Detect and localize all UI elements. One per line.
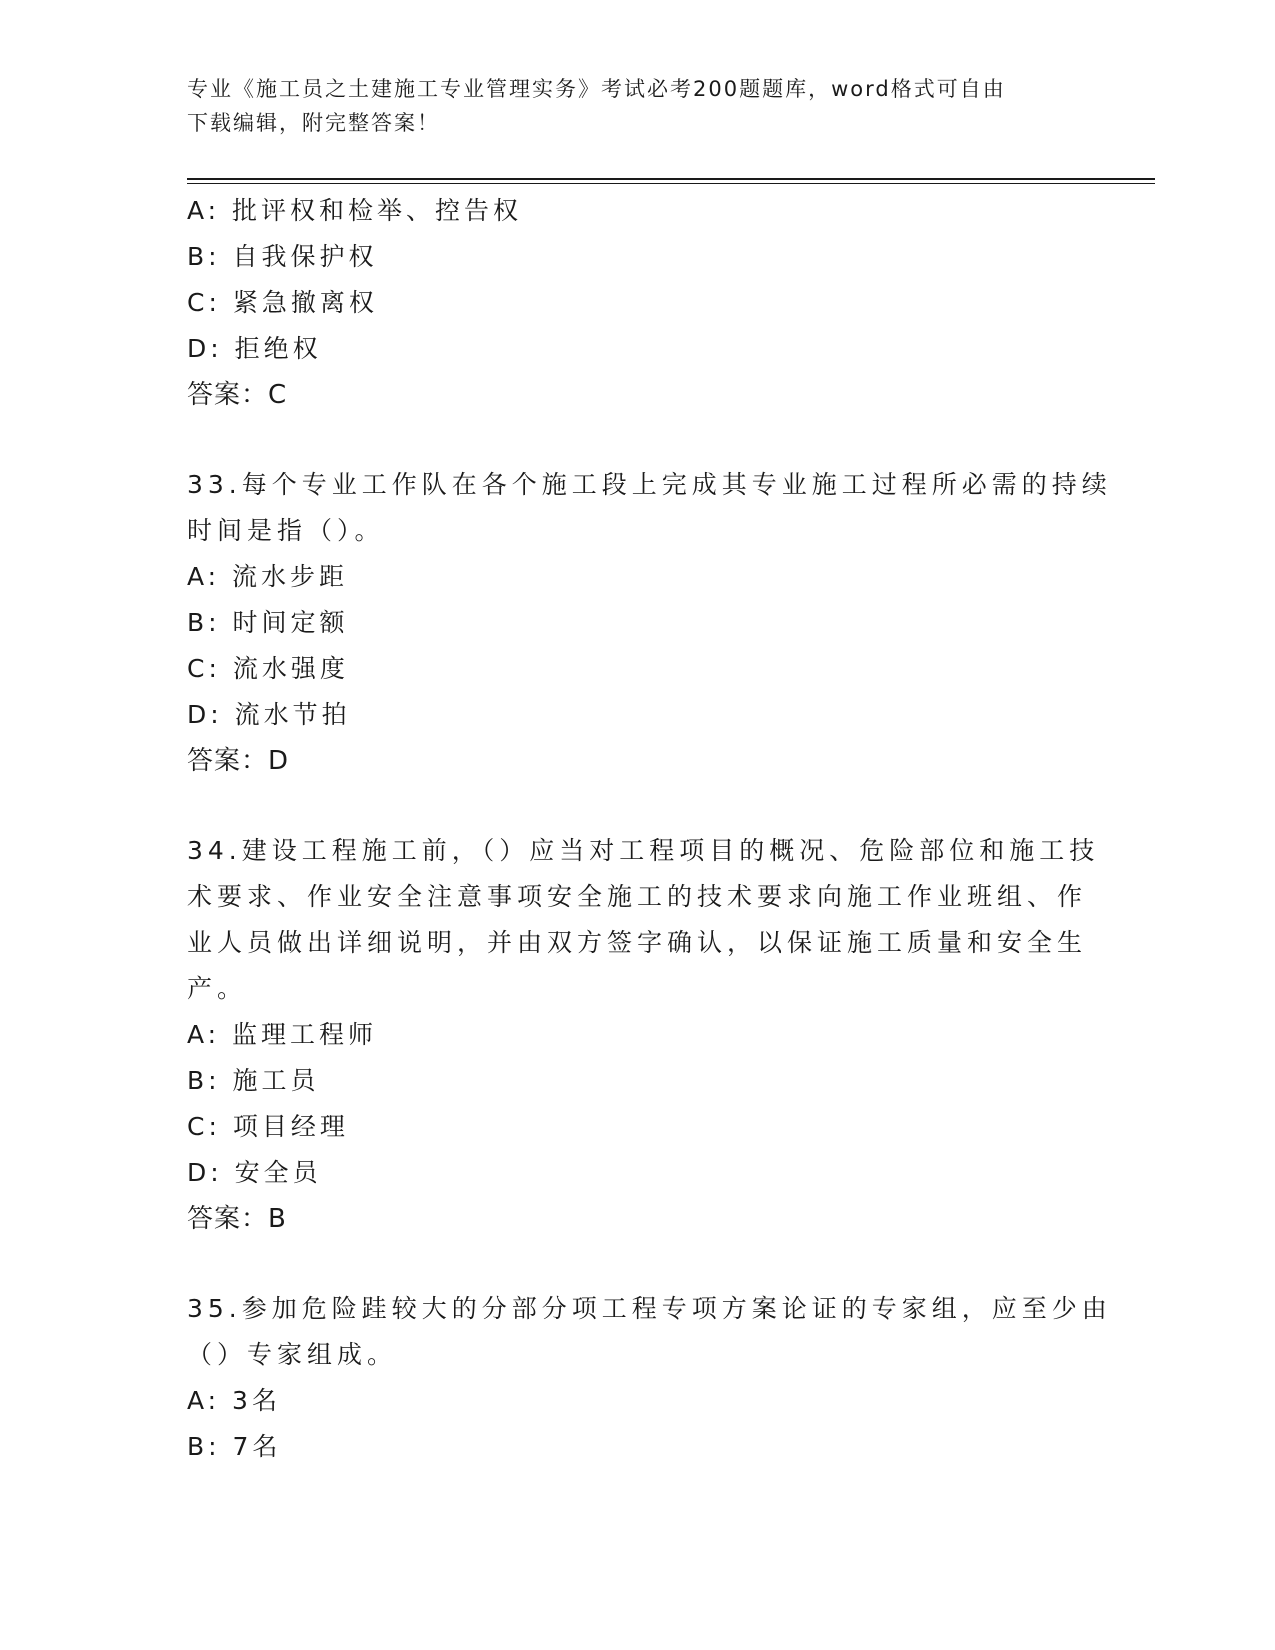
option-b: B: 7名 [187, 1432, 282, 1461]
option-d: D: 安全员 [187, 1158, 322, 1187]
option-c: C: 紧急撤离权 [187, 288, 378, 317]
question-text-line: 35.参加危险跬较大的分部分项工程专项方案论证的专家组，应至少由 [187, 1294, 1112, 1323]
question-text-line: 产。 [187, 974, 248, 1003]
option-a: A: 批评权和检举、控告权 [187, 196, 523, 225]
question-34 [187, 828, 1100, 1242]
question-text-line: 时间是指（）。 [187, 516, 385, 545]
option-b: B: 自我保护权 [187, 242, 378, 271]
option-b: B: 时间定额 [187, 608, 349, 637]
question-list [187, 188, 1112, 1470]
option-a: A: 3名 [187, 1386, 281, 1415]
option-c: C: 流水强度 [187, 654, 349, 683]
option-a: A: 流水步距 [187, 562, 349, 591]
document-header [187, 72, 1087, 140]
question-text-line: （）专家组成。 [187, 1340, 398, 1369]
answer-line: 答案：D [187, 746, 290, 776]
answer-line: 答案：C [187, 380, 288, 410]
question-33 [187, 462, 1112, 784]
question-35 [187, 1286, 1112, 1470]
header-rule-top [187, 178, 1155, 180]
header-line-2: 下载编辑，附完整答案！ [187, 111, 440, 135]
header-line-1: 专业《施工员之土建施工专业管理实务》考试必考200题题库，word格式可自由 [187, 77, 1006, 101]
option-d: D: 拒绝权 [187, 334, 322, 363]
question-text-line: 业人员做出详细说明，并由双方签字确认，以保证施工质量和安全生 [187, 928, 1088, 957]
question-text-line: 34.建设工程施工前，（）应当对工程项目的概况、危险部位和施工技 [187, 836, 1100, 865]
option-c: C: 项目经理 [187, 1112, 349, 1141]
option-d: D: 流水节拍 [187, 700, 351, 729]
question-32-partial [187, 188, 1087, 418]
header-rule-bottom [187, 183, 1155, 184]
option-a: A: 监理工程师 [187, 1020, 378, 1049]
spacer [187, 1242, 1087, 1286]
answer-line: 答案：B [187, 1204, 287, 1234]
spacer [187, 784, 1087, 828]
option-b: B: 施工员 [187, 1066, 320, 1095]
spacer [187, 418, 1087, 462]
question-text-line: 术要求、作业安全注意事项安全施工的技术要求向施工作业班组、作 [187, 882, 1088, 911]
question-text-line: 33.每个专业工作队在各个施工段上完成其专业施工过程所必需的持续 [187, 470, 1112, 499]
